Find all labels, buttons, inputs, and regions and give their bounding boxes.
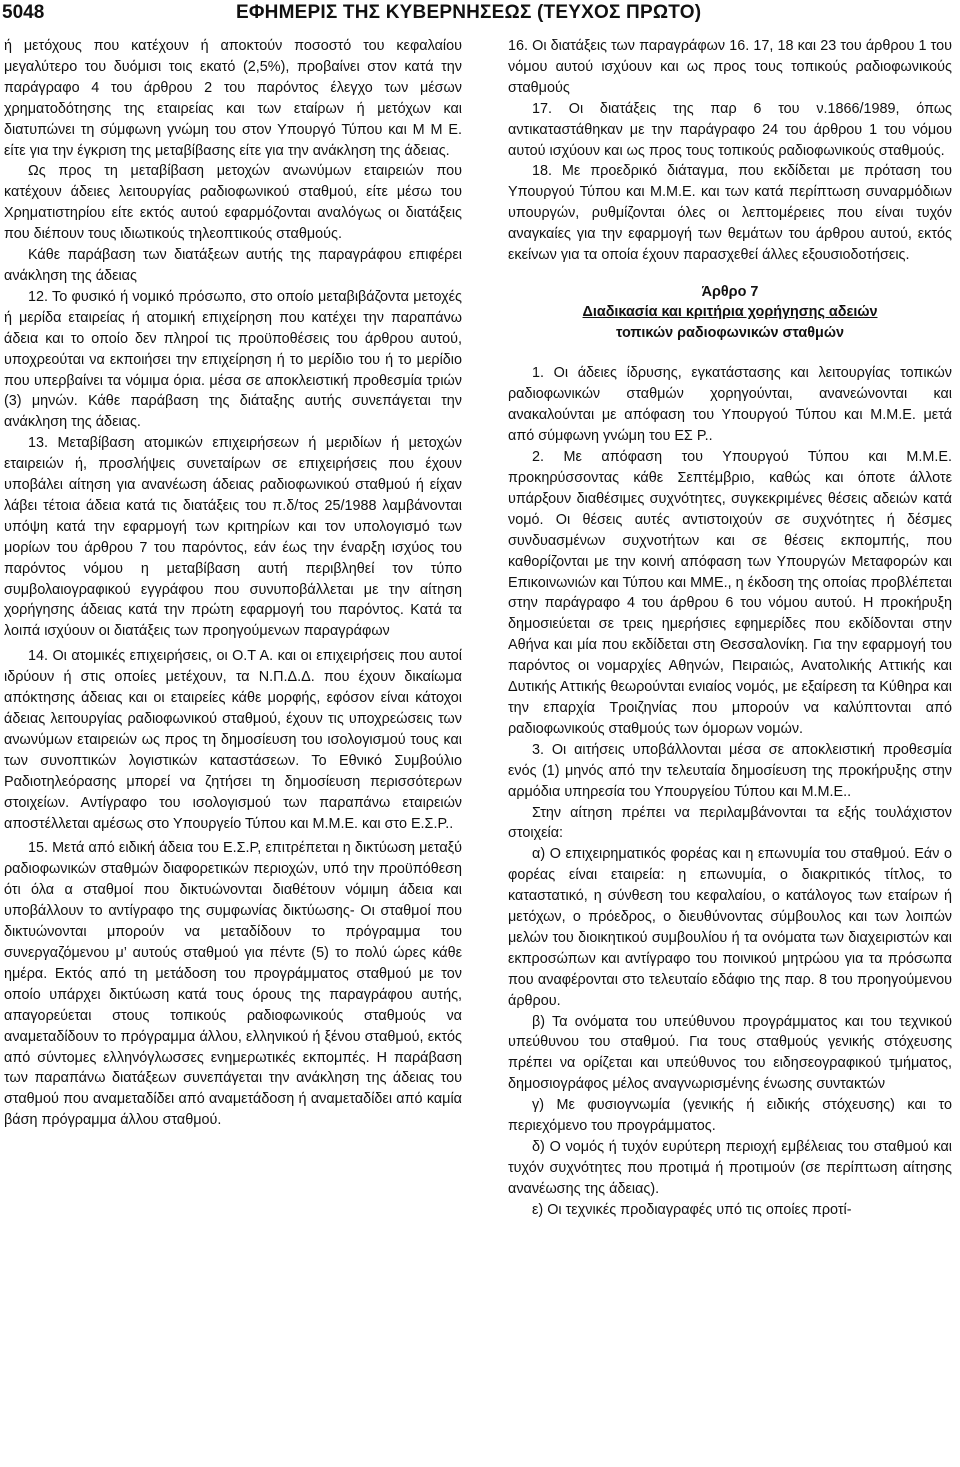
paragraph: γ) Με φυσιογνωμία (γενικής ή ειδικής στόχευσης) και το περιεχόμενο του προγράμματος. [508, 1097, 952, 1135]
paragraph: 17. Οι διατάξεις της παρ 6 του ν.1866/1989, όπως αντικαταστάθηκαν με την παράγραφο 24 του άρθρου 1 του νόμου αυτού ισχύουν και ως προς τους τοπικούς ραδιοφωνικούς σταθμούς. [508, 100, 952, 159]
paragraph: δ) Ο νομός ή τυχόν ευρύτερη περιοχή εμβέλειας του σταθμού και τυχόν συχνότητες που προτιμά ή προτιμούν (σε περίπτωση αίτησης ανανέωσης της άδειας). [508, 1139, 952, 1197]
paragraph: 16. Οι διατάξεις των παραγράφων 16. 17, 18 και 23 του άρθρου 1 του νόμου αυτού ισχύουν και ως προς τους τοπικούς ραδιοφωνικούς σταθμούς [508, 38, 952, 96]
running-title: ΕΦΗΜΕΡΙΣ ΤΗΣ ΚΥΒΕΡΝΗΣΕΩΣ (ΤΕΥΧΟΣ ΠΡΩΤΟ) [236, 2, 702, 23]
paragraph: 2. Με απόφαση του Υπουργού Τύπου και Μ.Μ.Ε. προκηρύσσοντας κάθε Σεπτέμβριο, καθώς και όποτε άλλοτε υπάρξουν διαθέσιμες συχνότητες, συγκεκριμένες θέσεις αδειών κατά νομό. Οι θέσεις αυτές αντιστοιχούν σε συχνότητες ή δέσμες συνδυασμένων συχνοτήτων και σε θέσεις εκπομπής, που καθορίζονται με την κοινή απόφαση των Υπουργών Μεταφορών και Επικοινωνιών και Τύπου και ΜΜΕ., η έκδοση της οποίας προβλέπεται στην παράγραφο 4 του άρθρου 6 του νόμου αυτού. Η προκήρυξη δημοσιεύεται σε τρεις ημερήσιες εφημερίδες που εκδίδονται στην Αθήνα και μία που εκδίδεται στη Θεσσαλονίκη. Για την εφαρμογή του παρόντος οι νομαρχίες Αθηνών, Πειραιώς, Ανατολικής Αττικής και Δυτικής Αττικής θεωρούνται ενιαίος νομός, με εξαίρεση τα Κύθηρα και την επαρχία Τροιζηνίας που μπορούν να καλύπτονται από ραδιοφωνικούς σταθμούς των όμορων νομών. [508, 449, 952, 737]
page-number: 5048 [2, 2, 45, 23]
paragraph: Στην αίτηση πρέπει να περιλαμβάνονται τα εξής τουλάχιστον στοιχεία: [508, 804, 952, 842]
paragraph: 18. Με προεδρικό διάταγμα, που εκδίδεται με πρόταση του Υπουργού Τύπου και Μ.Μ.Ε. και των κατά περίπτωση συναρμόδιων υπουργών, ρυθμίζονται όλες οι λεπτομέρειες που είναι τυχόν αναγκαίες για την εφαρμογή των θεμάτων του άρθρου αυτού, εκτός εκείνων για τα οποία έχουν παρασχεθεί άλλες εξουσιοδοτήσεις. [508, 163, 952, 264]
article-title-cont: τοπικών ραδιοφωνικών σταθμών [615, 324, 844, 341]
right-column [508, 36, 952, 1221]
paragraph: Ως προς τη μεταβίβαση μετοχών ανωνύμων εταιρειών που κατέχουν άδειες λειτουργίας ραδιοφωνικού σταθμού, είτε μέσω του Χρηματιστηρίου είτε εκτός αυτού εφαρμόζονται αναλόγως οι διατάξεις που διέπουν τους ιδιωτικούς τηλεοπτικούς σταθμούς. [4, 163, 462, 243]
article-title: Διαδικασία και κριτήρια χορήγησης αδειών [582, 304, 878, 321]
page-header [0, 0, 960, 28]
paragraph: 15. Μετά από ειδική άδεια του Ε.Σ.Ρ, επιτρέπεται η δικτύωση μεταξύ ραδιοφωνικών σταθμών διαφορετικών περιοχών, υπό την προϋπόθεση ότι όλα α σταθμοί που δικτυώνονται διαθέτουν νόμιμη άδεια και υποβάλλουν το αντίγραφο της συμφωνίας δικτύωσης- Οι σταθμοί που δικτυώνονται μπορούν να μεταδίδουν το πρόγραμμα του συνεργαζόμενου μ’ αυτούς σταθμού για πέντε (5) το πολύ ώρες κάθε ημέρα. Εκτός από τη μετάδοση του προγράμματος σταθμού με τον οποίο υπάρχει δικτύωση κατά τους όρους της παραγράφου αυτής, απαγορεύεται στους τοπικούς ραδιοφωνικούς σταθμούς να αναμεταδίδουν το πρόγραμμα άλλου, ελληνικού ή ξένου σταθμού, εκτός από σύντομες ελληνόγλωσσες ενημερωτικές εκπομπές. Η παράβαση των παραπάνω διατάξεων συνεπάγεται την ανάκληση της άδειας του σταθμού που αναμεταδίδει από αναμετάδοση ή αναμεταδίδει από καμία βάση πρόγραμμα άλλου σταθμού. [4, 840, 462, 1129]
paragraph: ή μετόχους που κατέχουν ή αποκτούν ποσοστό του κεφαλαίου μεγαλύτερο του δυόμισι τοις εκατό (2,5%), προβαίνει στον κατά την παράγραφο 4 του άρθρου 2 του παρόντος έλεγχο των μέσων χρηματοδότησης της εταιρείας και των εταίρων ή μετόχων και διατυπώνει τη σύμφωνη γνώμη του στον Υπουργό Τύπου και Μ Μ Ε. είτε για την έγκριση της μεταβίβασης είτε για την ανάκληση της άδειας. [4, 38, 462, 159]
article-heading [508, 282, 952, 344]
paragraph: 13. Μεταβίβαση ατομικών επιχειρήσεων ή μεριδίων ή μετοχών εταιρειών ή, προσλήψεις συνεταίρων σε επιχειρήσεις που έχουν υποβάλει αίτηση για ανανέωση άδειας ραδιοφωνικού σταθμού ή είχαν λάβει τέτοια άδεια κατά τις διατάξεις του π.δ/τος 25/1988 λαμβάνονται υπόψη κατά την εφαρμογή των κριτηρίων και τον υπολογισμό των μορίων του άρθρου 7 του παρόντος, εάν έως την έναρξη ισχύος του παρόντος νόμου η μεταβίβαση αυτή περιβληθεί τον τύπο συμβολαιογραφικού εγγράφου που συνυποβάλλεται με την αίτηση χορήγησης άδειας κατά την πρώτη εφαρμογή του παρόντος. Κατά τα λοιπά ισχύουν οι διατάξεις των προηγούμενων παραγράφων [4, 435, 462, 640]
paragraph: ε) Οι τεχνικές προδιαγραφές υπό τις οποίες προτί- [532, 1201, 852, 1218]
paragraph: Κάθε παράβαση των διατάξεων αυτής της παραγράφου επιφέρει ανάκληση της άδειας [4, 247, 462, 284]
article-number: Άρθρο 7 [701, 283, 759, 300]
left-column [4, 36, 462, 1131]
paragraph: α) Ο επιχειρηματικός φορέας και η επωνυμία του σταθμού. Εάν ο φορέας είναι εταιρεία: η επωνυμία, ο διακριτικός τίτλος, το καταστατικό, η σύνθεση του κεφαλαίου, ο κατάλογος των εταίρων ή μετόχων, ο πρόεδρος, ο διευθύνοντας σύμβουλος και των λοιπών μελών του διοικητικού συμβουλίου ή τα ονόματα των διαχειριστών και εκπροσώπων και αντίγραφο του ποινικού μητρώου για τα πρόσωπα που αναφέρονται στο τελευταίο εδάφιο της παρ. 8 του προηγούμενου άρθρου. [508, 846, 952, 1009]
paragraph: 14. Οι ατομικές επιχειρήσεις, οι Ο.Τ Α. και οι επιχειρήσεις που αυτοί ιδρύουν ή στις οποίες μετέχουν, τα Ν.Π.Δ.Δ. που έχουν δικαίωμα απόκτησης άδειας και οι εταιρείες κάθε μορφής, εφόσον είναι κάτοχοι άδειας λειτουργίας ραδιοφωνικού σταθμού, έχουν τις υποχρεώσεις των ανωνύμων εταιρειών ως προς τη δημοσίευση του ισολογισμού τους και των συνοπτικών λογιστικών καταστάσεων. Το Εθνικό Συμβούλιο Ραδιοτηλεόρασης μπορεί να ζητήσει τη δημοσίευση περισσότερων στοιχείων. Αντίγραφο του ισολογισμού των παραπάνω εταιρειών αποστέλλεται αμέσως στο Υπουργείο Τύπου και Μ.Μ.Ε. και στο Ε.Σ.Ρ.. [4, 648, 462, 832]
paragraph: 1. Οι άδειες ίδρυσης, εγκατάστασης και λειτουργίας τοπικών ραδιοφωνικών σταθμών χορηγούνται, ανανεώνονται και ανακαλούνται με απόφαση του Υπουργού Τύπου και Μ.Μ.Ε. μετά από σύμφωνη γνώμη του ΕΣ Ρ.. [508, 365, 952, 445]
paragraph: 12. Το φυσικό ή νομικό πρόσωπο, στο οποίο μεταβιβάζοντα μετοχές ή μερίδα εταιρείας ή ατομική επιχείρηση που κατέχει την παραπάνω άδεια και το οποίο δεν πληροί τις προϋποθέσεις του άρθρου αυτού, υποχρεούται να εκποιήσει την επιχείρηση ή το μερίδιο του ή το μερίδιο που υπερβαίνει τα νόμιμα όρια. μέσα σε αποκλειστική προθεσμία τριών (3) μηνών. Κάθε παράβαση της διάταξης αυτής συνεπάγεται την ανάκληση της άδειας. [4, 288, 462, 431]
paragraph: β) Τα ονόματα του υπεύθυνου προγράμματος και του τεχνικού υπεύθυνου του σταθμού. Για τους σταθμούς γενικής στόχευσης πρέπει να ορίζεται και υπεύθυνος του ειδησεογραφικού τμήματος, δημοσιογράφος μέλος αναγνωρισμένης ένωσης συντακτών [508, 1013, 952, 1093]
paragraph: 3. Οι αιτήσεις υποβάλλονται μέσα σε αποκλειστική προθεσμία ενός (1) μηνός από την τελευταία δημοσίευση της προκήρυξης στην αρμόδια υπηρεσία του Υπουργείου Τύπου και Μ.Μ.Ε.. [508, 741, 952, 800]
